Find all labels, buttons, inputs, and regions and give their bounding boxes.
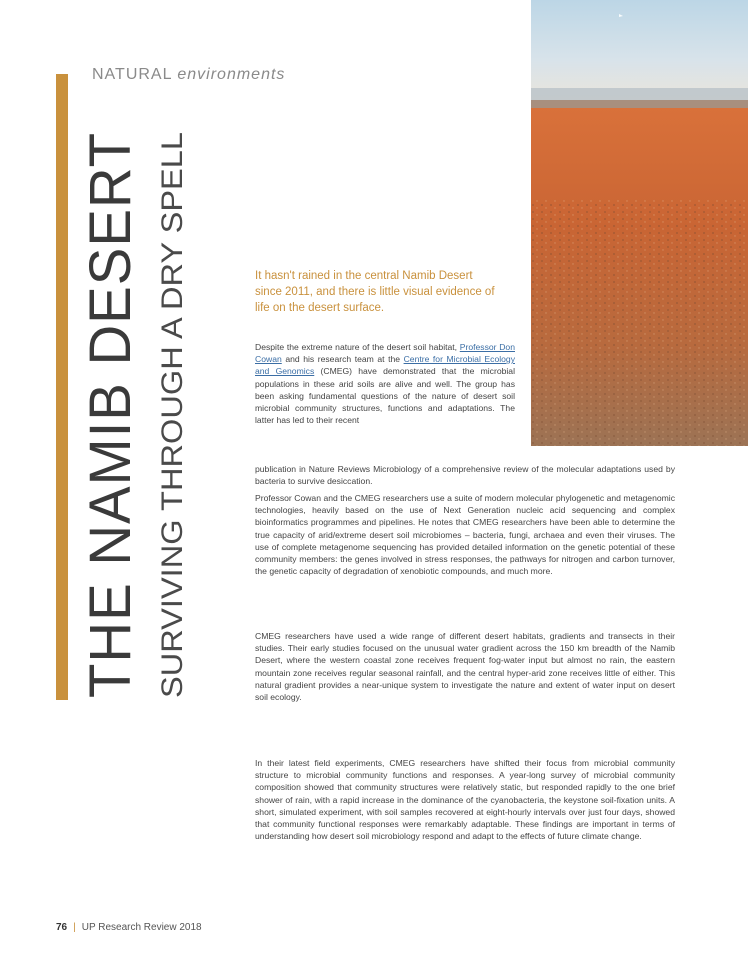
pull-quote: It hasn't rained in the central Namib Desert since 2011, and there is little visual evidence of life on the desert surface. (255, 270, 495, 314)
page-number: 76 (56, 922, 68, 933)
title-sub: SURVIVING THROUGH A DRY SPELL (156, 176, 189, 698)
accent-bar (56, 74, 68, 700)
footer-separator: | (73, 922, 76, 933)
paragraph-4: In their latest field experiments, CMEG researchers have shifted their focus from microbial community structure to microbial community functions and responses. A year-long survey of microbial community composition showed that community structures were relatively static, but responded rapidly to the one brief shower of rain, with a rapid increase in the dominance of the cyanobacteria, the keystone soil-fixation units. A short, simulated experiment, with soil samples recovered at eight-hourly intervals over just four days, showed that community functional responses were remarkably adaptable. These findings are important in terms of understanding how desert soil microbiology respond and adapt to the effects of future climate change. (255, 758, 675, 842)
p1-rest: (CMEG) have demonstrated that the microbial populations in these arid soils are alive and well. The group has been asking fundamental questions of the nature of desert soil microbial community structures, functions and adaptations. The latter has led to their recent (255, 366, 515, 426)
section-label-word1: NATURAL (92, 66, 172, 83)
link-cmeg[interactable]: Centre for Microbial Ecology and Genomics (255, 354, 515, 377)
section-label (92, 66, 285, 84)
desert-photo (531, 0, 748, 446)
publication-name: UP Research Review 2018 (81, 922, 202, 933)
p1-lead: Despite the extreme nature of the desert soil habitat, (255, 342, 458, 352)
title-main: THE NAMIB DESERT (78, 115, 143, 698)
paragraph-3: CMEG researchers have used a wide range of different desert habitats, gradients and transects in their studies. Their early studies focused on the unusual water gradient across the 150 km breadth of the Namib Desert, where the western coastal zone receives frequent fog-water input but almost no rain, the eastern mountain zone receives regular seasonal rainfall, and the central hyper-arid zone receives little of either. This natural gradient provides a near-unique system to investigate the nature and extent of water input on desert soil ecology. (255, 631, 675, 703)
paragraph-2: Professor Cowan and the CMEG researchers use a suite of modern molecular phylogenetic and metagenomic technologies, heavily based on the use of Next Generation nucleic acid sequencing and complex bioinformatics programmes and pipelines. He notes that CMEG researchers have been able to determine the true capacity of arid/extreme desert soil microbiomes – bacteria, fungi, archaea and even their viruses. The use of complete metagenome sequencing has provided detailed information on the genetic potential of these community members: the genes involved in stress responses, the pathways for nitrogen and carbon turnover, the genetic capacity of degradation of xenobiotic compounds, and much more. (255, 493, 675, 577)
p1-mid: and his research team at the (285, 354, 401, 365)
section-label-word2: environments (177, 66, 286, 83)
link-don-cowan[interactable]: Professor Don Cowan (255, 342, 515, 365)
paragraph-1 (255, 341, 515, 426)
page-footer (56, 922, 202, 933)
vertical-title (70, 100, 202, 700)
paragraph-1-continued: publication in Nature Reviews Microbiology of a comprehensive review of the molecular adaptations used by bacteria to survive desiccation. (255, 464, 675, 487)
